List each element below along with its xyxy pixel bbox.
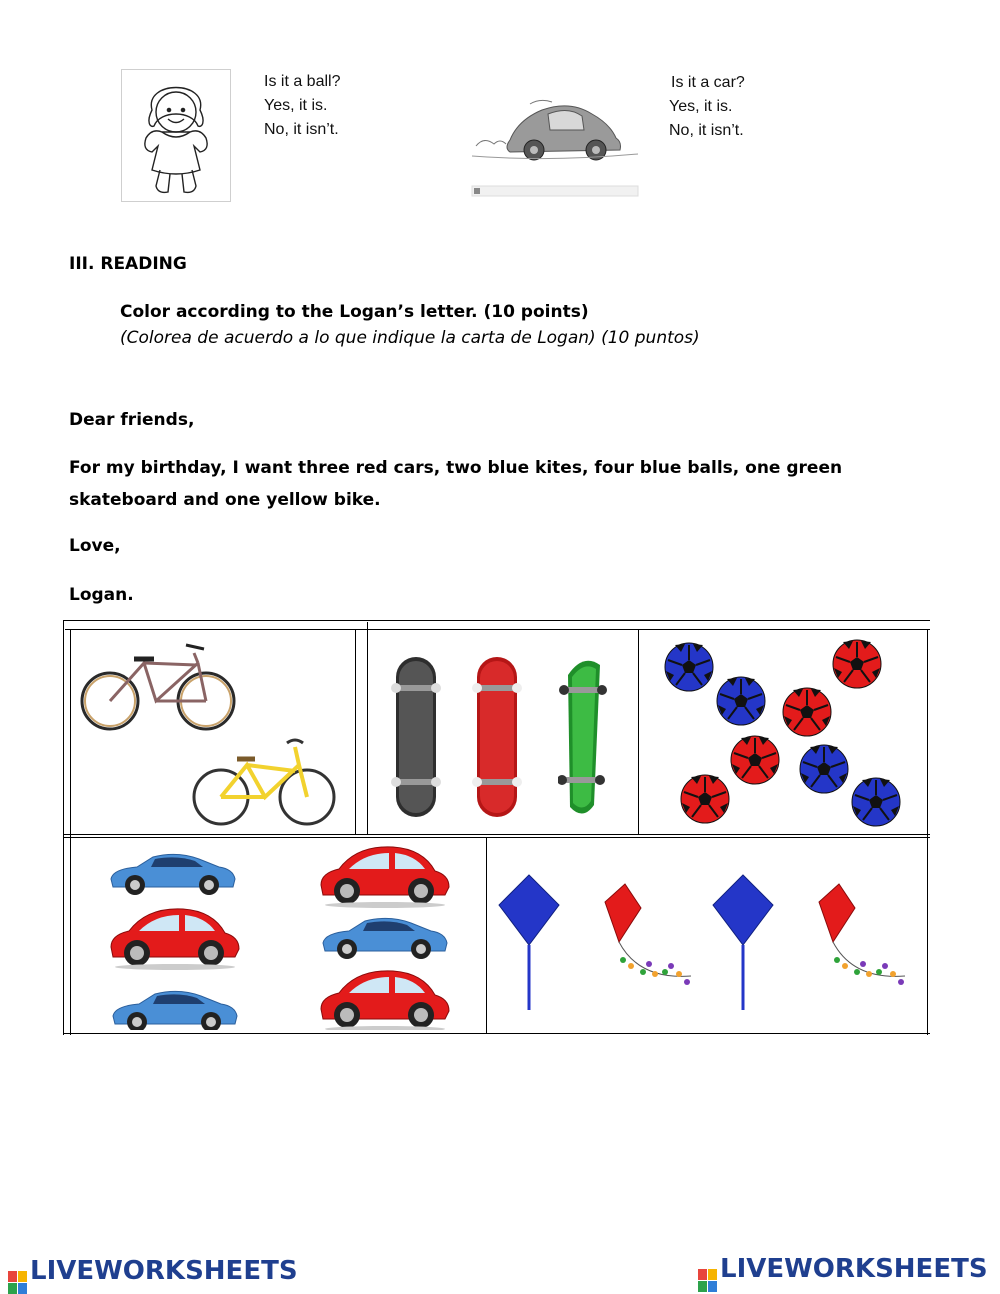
skateboard-green-icon[interactable] [558, 655, 608, 820]
car-blue-3[interactable] [113, 991, 237, 1030]
picture-grid [63, 620, 930, 1035]
car-blue-1[interactable] [111, 854, 235, 895]
ball-question: Is it a ball? [264, 73, 341, 90]
ball-blue-3[interactable] [800, 745, 848, 793]
cars-group [93, 845, 453, 1030]
instruction-spanish: (Colorea de acuerdo a lo que indique la carta de Logan) (10 puntos) [120, 328, 700, 348]
kite-blue-1[interactable] [499, 875, 559, 1010]
ball-red-2[interactable] [783, 688, 831, 736]
letter-signature: Logan. [69, 585, 134, 605]
kite-blue-2[interactable] [713, 875, 773, 1010]
doll-picture [121, 69, 231, 202]
car-red-2[interactable] [111, 909, 239, 970]
ball-blue-1[interactable] [665, 643, 713, 691]
car-red-1[interactable] [321, 847, 449, 908]
ball-red-3[interactable] [731, 736, 779, 784]
car-picture [470, 92, 640, 200]
ball-answer-yes: Yes, it is. [264, 97, 328, 114]
ball-red-4[interactable] [681, 775, 729, 823]
liveworksheets-logo-icon [698, 1269, 717, 1292]
car-red-3[interactable] [321, 971, 449, 1030]
car-question: Is it a car? [671, 74, 745, 91]
doll-icon [122, 70, 230, 201]
car-answer-no: No, it isn’t. [669, 122, 744, 139]
footer-logo-right-text: LIVEWORKSHEETS [720, 1254, 988, 1284]
instruction: Color according to the Logan’s letter. (10 points) [120, 302, 589, 322]
section-heading: III. READING [69, 254, 187, 274]
footer-logo-right[interactable] [698, 1254, 988, 1292]
footer-logo-left-text: LIVEWORKSHEETS [30, 1256, 298, 1286]
bike-pink-icon[interactable] [78, 635, 238, 739]
car-blue-2[interactable] [323, 918, 447, 959]
ball-answer-no: No, it isn’t. [264, 121, 339, 138]
letter-greeting: Dear friends, [69, 410, 195, 430]
letter-body-line1: For my birthday, I want three red cars, two blue kites, four blue balls, one green [69, 458, 843, 478]
letter-body-line2: skateboard and one yellow bike. [69, 490, 381, 510]
ball-blue-4[interactable] [852, 778, 900, 826]
skateboard-red-icon[interactable] [472, 655, 522, 820]
kite-red-1[interactable] [605, 884, 691, 985]
car-sketch-icon [470, 92, 640, 200]
skateboard-black-icon[interactable] [391, 655, 441, 820]
kites-group [495, 870, 925, 1010]
balls-group [643, 634, 925, 830]
kite-red-2[interactable] [819, 884, 905, 985]
footer-logo-left[interactable] [8, 1256, 298, 1294]
ball-red-1[interactable] [833, 640, 881, 688]
car-answer-yes: Yes, it is. [669, 98, 733, 115]
letter-closing: Love, [69, 536, 121, 556]
bike-yellow-icon[interactable] [191, 735, 337, 831]
ball-blue-2[interactable] [717, 677, 765, 725]
